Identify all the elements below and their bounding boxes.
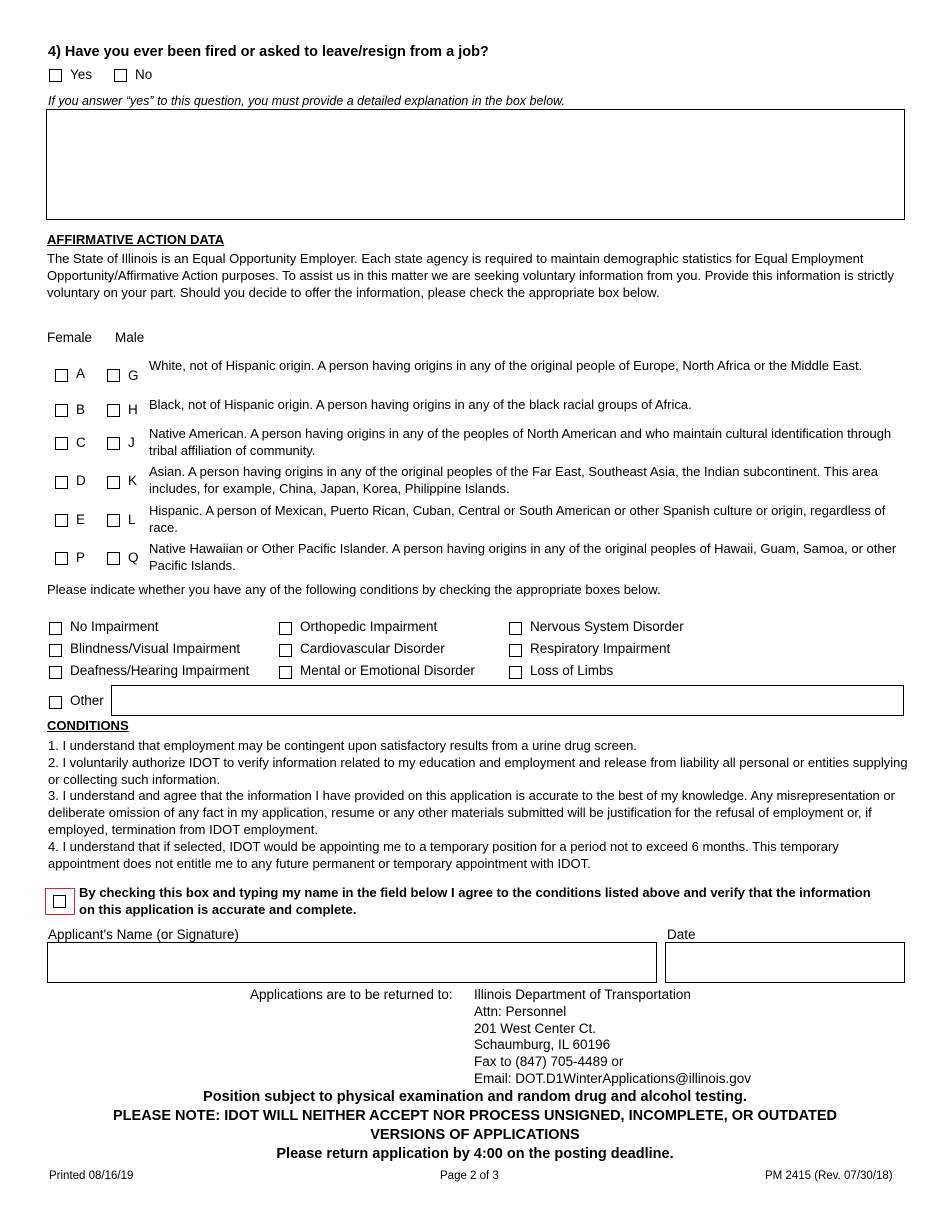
notice-deadline: Please return application by 4:00 on the posting deadline. bbox=[276, 1146, 674, 1162]
race-female-code: E bbox=[76, 512, 86, 527]
race-male-checkbox[interactable] bbox=[107, 476, 120, 489]
race-male-checkbox[interactable] bbox=[107, 514, 120, 527]
address-line: Fax to (847) 705-4489 or bbox=[474, 1054, 624, 1070]
footer-form-number: PM 2415 (Rev. 07/30/18) bbox=[765, 1170, 893, 1182]
race-female-code: B bbox=[76, 402, 86, 417]
race-male-checkbox[interactable] bbox=[107, 552, 120, 565]
condition-item: 4. I understand that if selected, IDOT would be appointing me to a temporary position for a period not to exceed 6 months. This temporary appointment does not entitle me to any future permanent or temporary appointment with IDOT. bbox=[48, 839, 839, 871]
conditions-heading: CONDITIONS bbox=[47, 718, 129, 733]
race-male-code: G bbox=[128, 368, 139, 383]
race-female-code: A bbox=[76, 366, 86, 381]
race-male-code: J bbox=[128, 435, 135, 450]
race-male-checkbox[interactable] bbox=[107, 404, 120, 417]
impairment-label: Respiratory Impairment bbox=[530, 641, 671, 656]
race-female-checkbox[interactable] bbox=[55, 476, 68, 489]
q4-yes-label: Yes bbox=[70, 67, 93, 82]
impairment-label: Orthopedic Impairment bbox=[300, 619, 438, 634]
impairment-label: Deafness/Hearing Impairment bbox=[70, 663, 250, 678]
agree-statement: By checking this box and typing my name in the field below I agree to the conditions listed above and verify that the information on this application is accurate and complete. bbox=[79, 885, 871, 917]
footer-page: Page 2 of 3 bbox=[440, 1170, 499, 1182]
footer-printed: Printed 08/16/19 bbox=[49, 1170, 134, 1182]
q4-yes-checkbox[interactable] bbox=[49, 69, 62, 82]
impairment-checkbox[interactable] bbox=[279, 666, 292, 679]
race-description: Asian. A person having origins in any of the original peoples of the Far East, Southeast Asia, the Indian subcontinent. This area includes, for example, China, Japan, Korea, Philippine Islands. bbox=[149, 464, 878, 496]
male-header: Male bbox=[115, 330, 145, 345]
race-female-checkbox[interactable] bbox=[55, 552, 68, 565]
condition-item: 3. I understand and agree that the information I have provided on this application is accurate to the best of my knowledge. Any misrepresentation or deliberate omission of any fact in my application, resume or any other materials submitted will be justification for the refusal of employment or, if employed, termination from IDOT employment. bbox=[48, 788, 895, 837]
race-female-code: D bbox=[76, 473, 86, 488]
female-header: Female bbox=[47, 330, 93, 345]
impairment-checkbox[interactable] bbox=[49, 644, 62, 657]
q4-note: If you answer “yes” to this question, you must provide a detailed explanation in the box below. bbox=[48, 94, 565, 108]
race-female-checkbox[interactable] bbox=[55, 404, 68, 417]
impairment-label: Loss of Limbs bbox=[530, 663, 614, 678]
impairment-checkbox[interactable] bbox=[509, 644, 522, 657]
condition-item: 1. I understand that employment may be contingent upon satisfactory results from a urine drug screen. bbox=[48, 738, 637, 753]
applicant-name-input[interactable] bbox=[47, 942, 657, 983]
race-description: Hispanic. A person of Mexican, Puerto Rican, Cuban, Central or South American or other Spanish culture or origin, regardless of race. bbox=[149, 503, 886, 535]
race-description: Native American. A person having origins in any of the peoples of North American and who maintain cultural identification through tribal affiliation of community. bbox=[149, 426, 892, 458]
date-label: Date bbox=[667, 927, 696, 942]
impairment-checkbox[interactable] bbox=[509, 666, 522, 679]
race-male-code: L bbox=[128, 512, 136, 527]
return-label: Applications are to be returned to: bbox=[250, 987, 453, 1002]
question-4: 4) Have you ever been fired or asked to leave/resign from a job? bbox=[48, 44, 489, 60]
condition-item: 2. I voluntarily authorize IDOT to verify information related to my education and employment and release from liability all personal or entities supplying or collecting such information. bbox=[48, 755, 908, 787]
race-male-checkbox[interactable] bbox=[107, 437, 120, 450]
address-line: Schaumburg, IL 60196 bbox=[474, 1037, 611, 1053]
affirmative-intro: The State of Illinois is an Equal Opportunity Employer. Each state agency is required to maintain demographic statistics for Equal Employment Opportunity/Affirmative Action purposes. To assist us in this matter we are seeking voluntary information from you. Provide this information is strictly voluntary on your part. Should you decide to offer the information, please check the appropriate box below. bbox=[47, 251, 895, 300]
race-female-code: C bbox=[76, 435, 86, 450]
q4-no-label: No bbox=[135, 67, 153, 82]
race-description: White, not of Hispanic origin. A person having origins in any of the original people of Europe, North Africa or the Middle East. bbox=[149, 358, 863, 373]
race-description: Native Hawaiian or Other Pacific Islander. A person having origins in any of the original peoples of Hawaii, Guam, Samoa, or other Pacific Islands. bbox=[149, 541, 897, 573]
impairment-label: Cardiovascular Disorder bbox=[300, 641, 445, 656]
impairment-label: No Impairment bbox=[70, 619, 159, 634]
impairment-checkbox[interactable] bbox=[49, 666, 62, 679]
race-female-checkbox[interactable] bbox=[55, 437, 68, 450]
agree-checkbox-frame[interactable] bbox=[45, 888, 75, 915]
applicant-name-label: Applicant's Name (or Signature) bbox=[48, 927, 239, 942]
race-male-checkbox[interactable] bbox=[107, 369, 120, 382]
date-input[interactable] bbox=[665, 942, 905, 983]
race-female-checkbox[interactable] bbox=[55, 514, 68, 527]
address-line: Attn: Personnel bbox=[474, 1003, 567, 1019]
conditions-prompt: Please indicate whether you have any of the following conditions by checking the appropriate boxes below. bbox=[47, 582, 661, 597]
address-line: Email: DOT.D1WinterApplications@illinois.gov bbox=[474, 1070, 752, 1086]
race-male-code: Q bbox=[128, 550, 139, 565]
race-female-code: P bbox=[76, 550, 86, 565]
notice-please-note: PLEASE NOTE: IDOT WILL NEITHER ACCEPT NOR PROCESS UNSIGNED, INCOMPLETE, OR OUTDATED bbox=[113, 1108, 837, 1124]
affirmative-heading: AFFIRMATIVE ACTION DATA bbox=[47, 232, 225, 247]
q4-explanation-box[interactable] bbox=[46, 109, 905, 220]
return-address bbox=[474, 987, 751, 1088]
race-female-checkbox[interactable] bbox=[55, 369, 68, 382]
impairment-checkbox[interactable] bbox=[279, 622, 292, 635]
agree-checkbox[interactable] bbox=[53, 895, 66, 908]
impairment-checkbox[interactable] bbox=[509, 622, 522, 635]
race-male-code: K bbox=[128, 473, 138, 488]
other-input[interactable] bbox=[111, 685, 904, 716]
q4-no-checkbox[interactable] bbox=[114, 69, 127, 82]
address-line: 201 West Center Ct. bbox=[474, 1020, 597, 1036]
impairment-label: Nervous System Disorder bbox=[530, 619, 684, 634]
notice-physical-exam: Position subject to physical examination and random drug and alcohol testing. bbox=[203, 1089, 747, 1105]
impairment-checkbox[interactable] bbox=[279, 644, 292, 657]
other-checkbox[interactable] bbox=[49, 696, 62, 709]
impairment-label: Mental or Emotional Disorder bbox=[300, 663, 475, 678]
other-label: Other bbox=[70, 693, 104, 708]
address-line: Illinois Department of Transportation bbox=[474, 987, 691, 1002]
race-description: Black, not of Hispanic origin. A person having origins in any of the black racial groups of Africa. bbox=[149, 397, 692, 412]
impairment-label: Blindness/Visual Impairment bbox=[70, 641, 241, 656]
impairment-checkbox[interactable] bbox=[49, 622, 62, 635]
race-male-code: H bbox=[128, 402, 138, 417]
notice-versions: VERSIONS OF APPLICATIONS bbox=[370, 1127, 580, 1143]
